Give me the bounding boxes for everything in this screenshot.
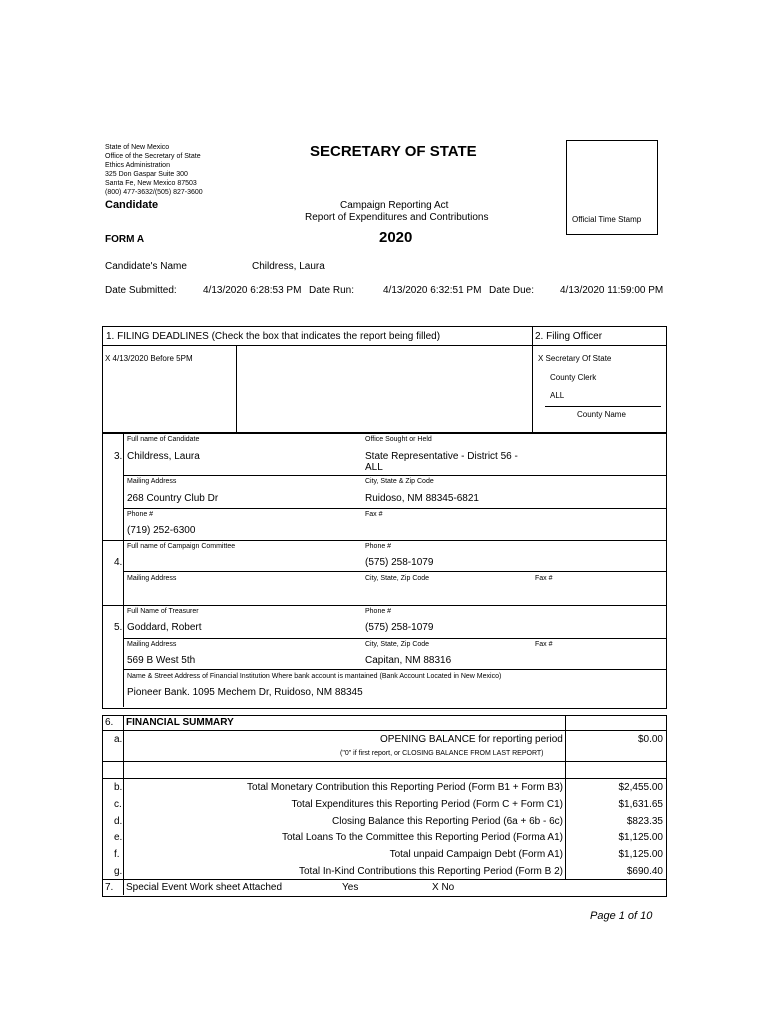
candidate-name-label: Candidate's Name — [105, 261, 187, 272]
office-sought-label: Office Sought or Held — [365, 436, 432, 443]
address-line: Santa Fe, New Mexico 87503 — [105, 180, 197, 187]
page-number: Page 1 of 10 — [590, 910, 653, 922]
form-label: FORM A — [105, 234, 145, 245]
treasurer-name: Goddard, Robert — [127, 622, 202, 633]
time-stamp-box — [566, 140, 658, 235]
filing-officer-all[interactable]: ALL — [550, 391, 565, 400]
row-value: $1,631.65 — [618, 799, 663, 810]
row-letter: e. — [114, 832, 123, 843]
date-submitted-value: 4/13/2020 6:28:53 PM — [203, 285, 302, 296]
row-label: Total Expenditures this Reporting Period (Form C + Form C1) — [291, 799, 563, 810]
candidate-heading: Candidate — [105, 199, 159, 211]
committee-city-label: City, State, Zip Code — [365, 575, 430, 582]
row-value: $1,125.00 — [618, 849, 663, 860]
date-run-label: Date Run: — [309, 285, 355, 296]
row-value: $2,455.00 — [618, 782, 663, 793]
special-event-label: Special Event Work sheet Attached — [126, 882, 283, 893]
treasurer-phone: (575) 258-1079 — [365, 622, 434, 633]
office-sought-line1: State Representative - District 56 - — [365, 451, 518, 462]
candidate-fax-label: Fax # — [365, 511, 383, 518]
row-letter: g. — [114, 866, 123, 877]
opening-balance-value: $0.00 — [637, 734, 663, 745]
filing-officer-county-clerk[interactable]: County Clerk — [550, 373, 597, 382]
address-line: 325 Don Gaspar Suite 300 — [105, 171, 188, 178]
candidate-phone: (719) 252-6300 — [127, 525, 196, 536]
section-3-number: 3. — [114, 451, 123, 462]
date-due-value: 4/13/2020 11:59:00 PM — [560, 285, 664, 296]
treasurer-city: Capitan, NM 88316 — [365, 655, 452, 666]
filing-deadlines-heading: 1. FILING DEADLINES (Check the box that indicates the report being filled) — [106, 331, 441, 342]
treasurer-phone-label: Phone # — [365, 608, 392, 615]
bank-name-address: Pioneer Bank. 1095 Mechem Dr, Ruidoso, NM 88345 — [127, 687, 363, 698]
committee-mailing-label: Mailing Address — [127, 575, 177, 582]
county-name-label: County Name — [577, 410, 626, 419]
row-label: Total unpaid Campaign Debt (Form A1) — [389, 849, 563, 860]
committee-name-label: Full name of Campaign Committee — [127, 543, 236, 550]
address-line: (800) 477-3632/(505) 827-3600 — [105, 189, 203, 196]
candidate-mailing-label: Mailing Address — [127, 478, 177, 485]
row-letter: c. — [114, 799, 122, 810]
row-value: $1,125.00 — [618, 832, 663, 843]
row-letter: d. — [114, 816, 123, 827]
candidate-full-name: Childress, Laura — [127, 451, 200, 462]
row-label: Closing Balance this Reporting Period (6a + 6b - 6c) — [332, 816, 563, 827]
treasurer-city-label: City, State, Zip Code — [365, 641, 430, 648]
office-sought-line2: ALL — [365, 462, 383, 473]
special-event-no[interactable]: X No — [432, 882, 455, 893]
section-6-number: 6. — [105, 717, 114, 728]
treasurer-mailing-label: Mailing Address — [127, 641, 177, 648]
section-4-number: 4. — [114, 557, 123, 568]
opening-balance-letter: a. — [114, 734, 123, 745]
special-event-yes[interactable]: Yes — [342, 882, 359, 893]
time-stamp-label: Official Time Stamp — [572, 215, 642, 224]
row-label: Total Monetary Contribution this Reporting Period (Form B1 + Form B3) — [247, 782, 563, 793]
treasurer-name-label: Full Name of Treasurer — [127, 608, 199, 615]
committee-phone: (575) 258-1079 — [365, 557, 434, 568]
candidate-mailing-address: 268 Country Club Dr — [127, 493, 219, 504]
candidate-city: Ruidoso, NM 88345-6821 — [365, 493, 479, 504]
filing-deadline-option[interactable]: X 4/13/2020 Before 5PM — [105, 354, 193, 363]
section-7-number: 7. — [105, 882, 114, 893]
financial-summary-heading: FINANCIAL SUMMARY — [126, 717, 234, 728]
address-line: Office of the Secretary of State — [105, 153, 201, 160]
row-label: Total In-Kind Contributions this Reporting Period (Form B 2) — [298, 866, 563, 877]
candidate-city-label: City, State & Zip Code — [365, 478, 434, 485]
row-label: Total Loans To the Committee this Reporting Period (Forma A1) — [281, 832, 563, 843]
filing-officer-heading: 2. Filing Officer — [535, 331, 603, 342]
bank-label: Name & Street Address of Financial Institution Where bank account is mantained (Bank Account Located in New Mexico) — [127, 673, 502, 680]
candidate-full-name-label: Full name of Candidate — [127, 436, 200, 443]
address-line: State of New Mexico — [105, 144, 170, 151]
row-value: $690.40 — [626, 866, 663, 877]
subtitle-act: Campaign Reporting Act — [340, 200, 449, 211]
treasurer-mailing-address: 569 B West 5th — [127, 655, 196, 666]
treasurer-fax-label: Fax # — [535, 641, 553, 648]
opening-balance-note: ("0" if first report, or CLOSING BALANCE FROM LAST REPORT) — [340, 750, 544, 757]
opening-balance-label: OPENING BALANCE for reporting period — [380, 734, 563, 745]
subtitle-report: Report of Expenditures and Contributions — [305, 212, 489, 223]
date-submitted-label: Date Submitted: — [105, 285, 177, 296]
row-letter: f. — [114, 849, 120, 860]
committee-phone-label: Phone # — [365, 543, 392, 550]
row-letter: b. — [114, 782, 123, 793]
committee-fax-label: Fax # — [535, 575, 553, 582]
date-due-label: Date Due: — [489, 285, 535, 296]
candidate-phone-label: Phone # — [127, 511, 154, 518]
address-line: Ethics Administration — [105, 162, 170, 169]
filing-officer-sos[interactable]: X Secretary Of State — [538, 354, 612, 363]
candidate-name-value: Childress, Laura — [252, 261, 325, 272]
page-title: SECRETARY OF STATE — [310, 143, 477, 160]
report-year: 2020 — [379, 229, 413, 246]
row-value: $823.35 — [626, 816, 663, 827]
section-5-number: 5. — [114, 622, 123, 633]
agency-address — [105, 143, 203, 197]
date-run-value: 4/13/2020 6:32:51 PM — [383, 285, 482, 296]
